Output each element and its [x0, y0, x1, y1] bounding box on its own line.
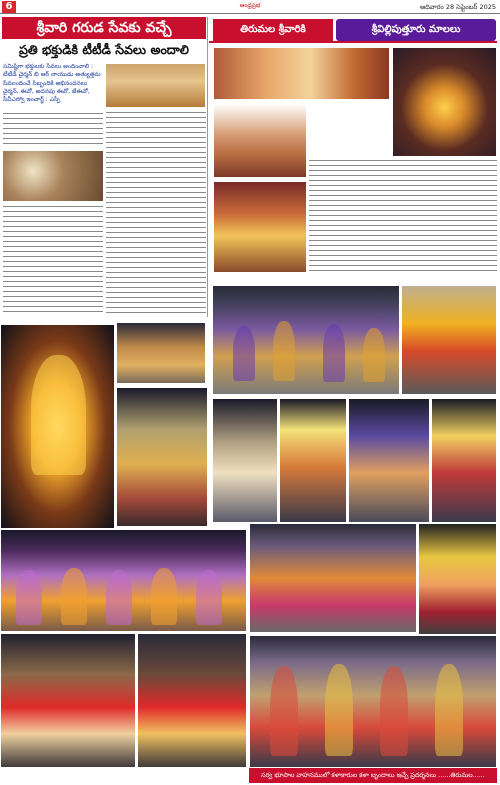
page-number: 6 [2, 1, 16, 13]
photo-deity-garlands [392, 47, 497, 157]
right-headline-right: శ్రీవిల్లిపుత్తూరు మాలలు [336, 19, 496, 41]
left-body-text-block-1 [3, 113, 103, 148]
issue-date: ఆదివారం 28 సెప్టెంబర్ 2025 [420, 3, 496, 11]
photo-cultural-troupe-2 [116, 387, 208, 527]
photo-masked-dancer [212, 398, 278, 523]
photo-mythological-costumes [249, 635, 497, 768]
photo-garland-offering [213, 181, 307, 273]
photo-procession-officials [213, 103, 307, 178]
newspaper-name: ఆంధ్రప్రభ [239, 2, 261, 9]
photo-umbrella-bearers [279, 398, 347, 523]
left-body-text-block-3 [106, 112, 206, 317]
page-header [0, 0, 500, 14]
right-body-text-block-1 [309, 160, 497, 275]
photo-caption-bar: సర్వ భూపాల వాహనములో కళాకారుల కళా బృందాలు ఇచ్చే ప్రదర్శనలు ......తిరుమల...... [249, 768, 497, 783]
photo-costumed-performers [401, 285, 497, 395]
photo-dance-troupe [249, 523, 417, 633]
left-body-text-block-2 [3, 206, 103, 316]
photo-illuminated-chariot [0, 324, 115, 529]
photo-officials-meeting [105, 63, 206, 108]
left-headline-2: ప్రతి భక్తుడికి టీటీడీ సేవలు అందాలి [19, 42, 189, 57]
photo-group-performers [431, 398, 497, 523]
photo-god-costumes [348, 398, 430, 523]
column-divider [207, 17, 208, 317]
right-headline-left: తిరుమల శ్రీవారికి [213, 19, 333, 41]
photo-mask-bearer [418, 523, 497, 635]
left-headline-1: శ్రీవారి గరుడ సేవకు వచ్చే [2, 17, 206, 39]
photo-women-dancers [0, 529, 247, 632]
photo-staff-gathering [2, 150, 104, 202]
photo-cultural-troupe-1 [116, 322, 206, 384]
left-subheadline: సమిష్టిగా భక్తులకు సేవలు అందించాలి : టీటీడీ చైర్మన్ బి ఆర్ నాయుడు అత్యుత్తమ సేవలందించే సిబ్బందికి అభినందనలు చైర్మన్, ఈవో, అదనపు ఈవో, జేఈవో, సీవీఎస్వో ఇంచార్జ్ : ఎస్పీ [3, 63, 101, 104]
photo-temple-priests [213, 47, 390, 100]
photo-folk-performer [0, 633, 136, 768]
photo-dancers-procession [212, 285, 400, 395]
photo-skirt-dancers [137, 633, 247, 768]
